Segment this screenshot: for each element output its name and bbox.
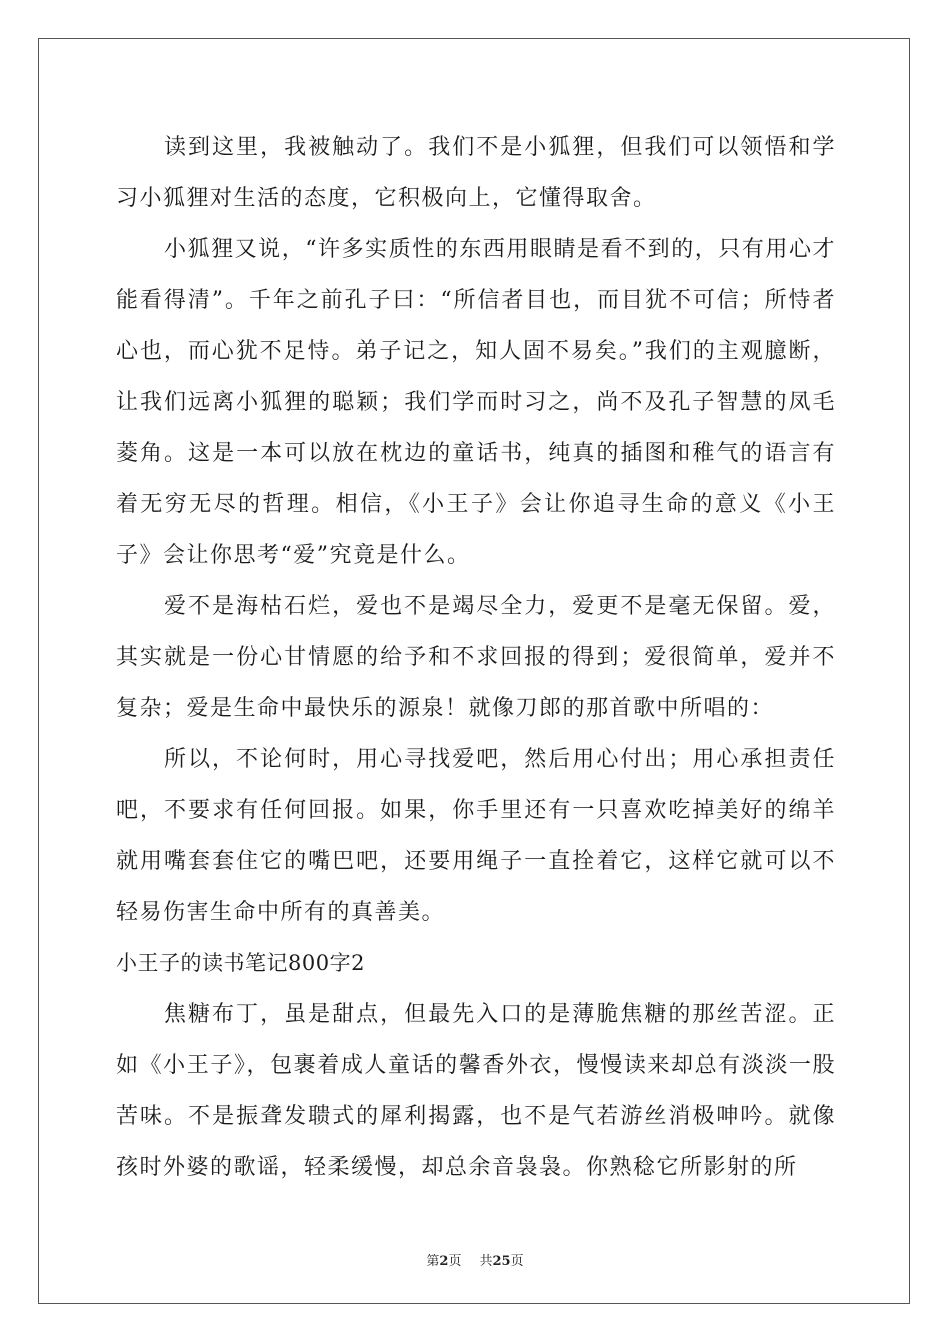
paragraph-3: 爱不是海枯石烂，爱也不是竭尽全力，爱更不是毫无保留。爱，其实就是一份心甘情愿的给予和不求回报的得到；爱很简单，爱并不复杂；爱是生命中最快乐的源泉！就像刀郎的那首歌中所唱的： (116, 594, 836, 721)
page-current: 2 (439, 1254, 449, 1269)
total-prefix: 共 (479, 1254, 493, 1269)
paragraph-1: 读到这里，我被触动了。我们不是小狐狸，但我们可以领悟和学习小狐狸对生活的态度，它积极向上，它懂得取舍。 (116, 135, 836, 211)
paragraph-2: 小狐狸又说，“许多实质性的东西用眼睛是看不到的，只有用心才能看得清”。千年之前孔子曰：“所信者目也，而目犹不可信；所恃者心也，而心犹不足恃。弟子记之，知人固不易矣。”我们的主观臆断，让我们远离小狐狸的聪颖；我们学而时习之，尚不及孔子智慧的凤毛菱角。这是一本可以放在枕边的童话书，纯真的插图和稚气的语言有着无穷无尽的哲理。相信，《小王子》会让你追寻生命的意义《小王子》会让你思考“爱”究竟是什么。 (116, 237, 836, 568)
total-suffix: 页 (510, 1254, 524, 1269)
paragraph-5: 焦糖布丁，虽是甜点，但最先入口的是薄脆焦糖的那丝苦涩。正如《小王子》，包裹着成人童话的馨香外衣，慢慢读来却总有淡淡一股苦味。不是振聋发聩式的犀利揭露，也不是气若游丝消极呻吟。就像孩时外婆的歌谣，轻柔缓慢，却总余音袅袅。你熟稔它所影射的所 (116, 1002, 836, 1180)
page-footer (0, 1250, 950, 1269)
section-heading: 小王子的读书笔记800字2 (116, 951, 365, 975)
paragraph-4: 所以，不论何时，用心寻找爱吧，然后用心付出；用心承担责任吧，不要求有任何回报。如果，你手里还有一只喜欢吃掉美好的绵羊就用嘴套套住它的嘴巴吧，还要用绳子一直拴着它，这样它就可以不轻易伤害生命中所有的真善美。 (116, 747, 836, 925)
page-suffix: 页 (448, 1254, 462, 1269)
document-body (116, 122, 836, 1193)
page-prefix: 第 (426, 1254, 440, 1269)
page-total: 25 (492, 1254, 511, 1269)
